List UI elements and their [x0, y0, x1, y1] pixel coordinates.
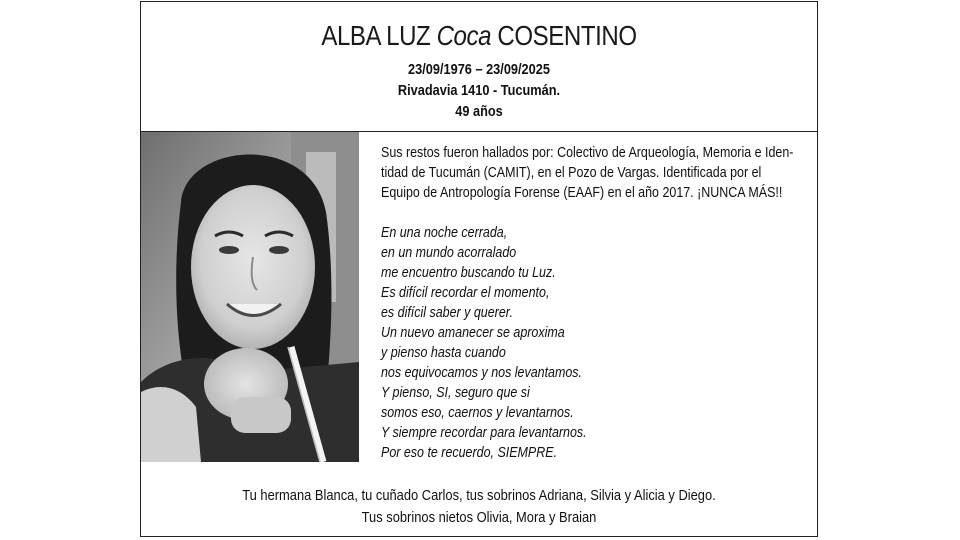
obituary-notice	[140, 1, 818, 537]
name-last: COSENTINO	[497, 20, 637, 51]
life-dates: 23/09/1976 – 23/09/2025	[408, 62, 550, 78]
intro-line: Equipo de Antropología Forense (EAAF) en el año 2017. ¡NUNCA MÁS!!	[381, 185, 783, 201]
poem-line: nos equivocamos y nos levantamos.	[381, 365, 583, 381]
family-line: Tus sobrinos nietos Olivia, Mora y Braian	[361, 509, 597, 526]
deceased-name	[188, 20, 769, 52]
poem-line: somos eso, caernos y levantarnos.	[381, 405, 574, 421]
address: Rivadavia 1410 - Tucumán.	[397, 83, 561, 99]
intro-line: tidad de Tucumán (CAMIT), en el Pozo de Vargas. Identificada por el	[381, 165, 762, 181]
intro-paragraph	[381, 143, 801, 203]
portrait-photo	[141, 132, 359, 462]
poem-line: y pienso hasta cuando	[381, 345, 506, 361]
name-first: ALBA LUZ	[321, 20, 431, 51]
poem-line: es difícil saber y querer.	[381, 305, 513, 321]
poem-line: Es difícil recordar el momento,	[381, 285, 550, 301]
family-line: Tu hermana Blanca, tu cuñado Carlos, tus sobrinos Adriana, Silvia y Alicia y Diego.	[242, 487, 716, 504]
notice-header	[141, 2, 817, 132]
poem-line: En una noche cerrada,	[381, 225, 508, 241]
poem-line: me encuentro buscando tu Luz.	[381, 265, 556, 281]
portrait-photo-icon	[141, 132, 359, 462]
poem-line: Un nuevo amanecer se aproxima	[381, 325, 565, 341]
poem-line: en un mundo acorralado	[381, 245, 517, 261]
poem-line: Y pienso, SI, seguro que si	[381, 385, 530, 401]
intro-line: Sus restos fueron hallados por: Colectivo de Arqueología, Memoria e Iden-	[381, 145, 794, 161]
name-nickname: Coca	[436, 20, 492, 51]
poem	[381, 223, 801, 463]
poem-line: Y siempre recordar para levantarnos.	[381, 425, 587, 441]
notice-text	[381, 143, 801, 463]
notice-footer	[188, 485, 769, 529]
age: 49 años	[455, 104, 503, 120]
poem-line: Por eso te recuerdo, SIEMPRE.	[381, 445, 558, 461]
